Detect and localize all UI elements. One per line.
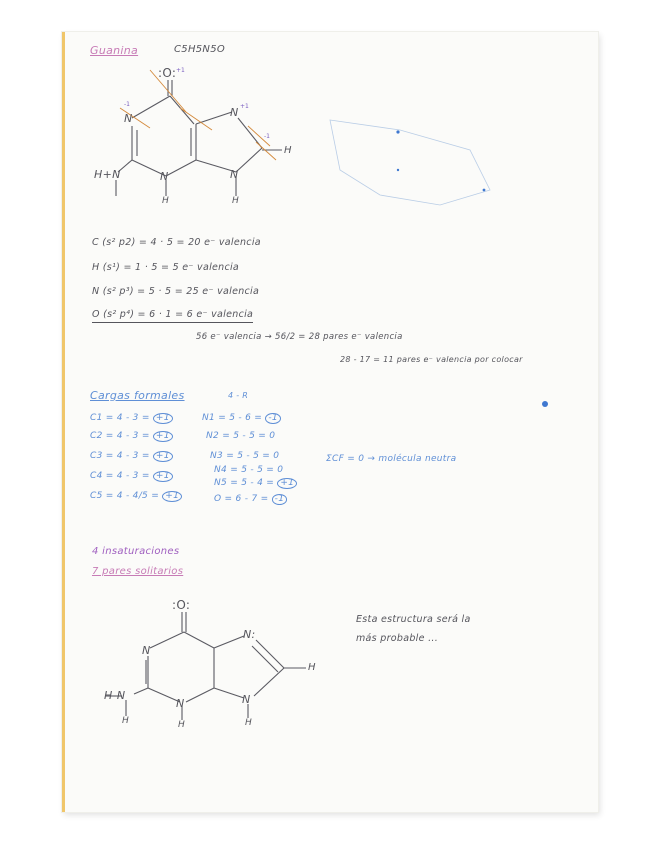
structure-2-bonds — [106, 612, 306, 720]
molecule-name: Guanina — [90, 44, 139, 57]
svg-text:-1: -1 — [264, 133, 270, 140]
svg-text:-1: -1 — [124, 101, 130, 108]
carbon-charge-row: C5 = 4 - 4/5 = +1 — [90, 491, 182, 502]
unsaturations: 4 insaturaciones — [92, 546, 180, 557]
valence-oxygen: O (s² p⁴) = 6 · 1 = 6 e⁻ valencia — [92, 309, 253, 323]
s1-n3: N — [160, 170, 169, 183]
carbon-charge-row: C1 = 4 - 3 = +1 — [90, 413, 173, 424]
charges-subtitle: 4 - R — [228, 391, 249, 400]
valence-total: 56 e⁻ valencia → 56/2 = 28 pares e⁻ valencia — [196, 332, 403, 342]
nitrogen-charge-row: N1 = 5 - 6 = -1 — [202, 413, 281, 424]
s2-h-right: H — [308, 662, 316, 673]
lone-pairs: 7 pares solitarios — [92, 566, 184, 577]
s2-n-bottom: N — [176, 697, 185, 710]
nitrogen-charge-row: N5 = 5 - 4 = +1 — [214, 478, 297, 489]
carbon-charge-row: C4 = 4 - 3 = +1 — [90, 471, 173, 482]
valence-nitrogen: N (s² p³) = 5 · 5 = 25 e⁻ valencia — [92, 286, 260, 297]
nitrogen-charge-row: N2 = 5 - 5 = 0 — [206, 431, 276, 441]
valence-hydrogen: H (s¹) = 1 · 5 = 5 e⁻ valencia — [92, 262, 240, 273]
s2-n-top-right: N: — [243, 628, 256, 641]
s2-amine: H-N — [104, 689, 126, 702]
svg-text:+1: +1 — [240, 103, 249, 110]
s1-oxygen: :O: — [158, 66, 177, 80]
pairs-remaining: 28 - 17 = 11 pares e⁻ valencia por colocar — [340, 355, 523, 364]
nitrogen-charge-row: N4 = 5 - 5 = 0 — [214, 465, 284, 475]
svg-text:+1: +1 — [176, 67, 185, 74]
s1-h-low2: H — [232, 196, 240, 206]
s2-h-3: H — [245, 718, 253, 728]
s2-h-1: H — [122, 716, 130, 726]
s1-n1: N — [124, 112, 133, 125]
charges-title: Cargas formales — [90, 389, 185, 402]
net-charge: ΣCF = 0 → molécula neutra — [326, 454, 457, 464]
s1-h-low1: H — [162, 196, 170, 206]
s1-h-right: H — [284, 145, 292, 156]
s2-h-2: H — [178, 720, 186, 730]
carbon-charge-row: C2 = 4 - 3 = +1 — [90, 431, 173, 442]
molecular-formula: C5H5N5O — [174, 44, 226, 55]
note-line-2: más probable ... — [356, 633, 439, 644]
oxygen-charge-row: O = 6 - 7 = -1 — [214, 494, 287, 505]
nitrogen-charge-row: N3 = 5 - 5 = 0 — [210, 451, 280, 461]
note-line-1: Esta estructura será la — [356, 614, 471, 625]
s1-n2: N — [230, 106, 239, 119]
s1-amine: H+N — [94, 168, 121, 181]
s2-oxygen: :O: — [172, 598, 191, 612]
carbon-charge-row: C3 = 4 - 3 = +1 — [90, 451, 173, 462]
valence-carbon: C (s² p2) = 4 · 5 = 20 e⁻ valencia — [92, 237, 261, 248]
s2-n-left: N — [142, 644, 151, 657]
s1-n4: N — [230, 168, 239, 181]
s2-n-bottom-right: N — [242, 693, 251, 706]
